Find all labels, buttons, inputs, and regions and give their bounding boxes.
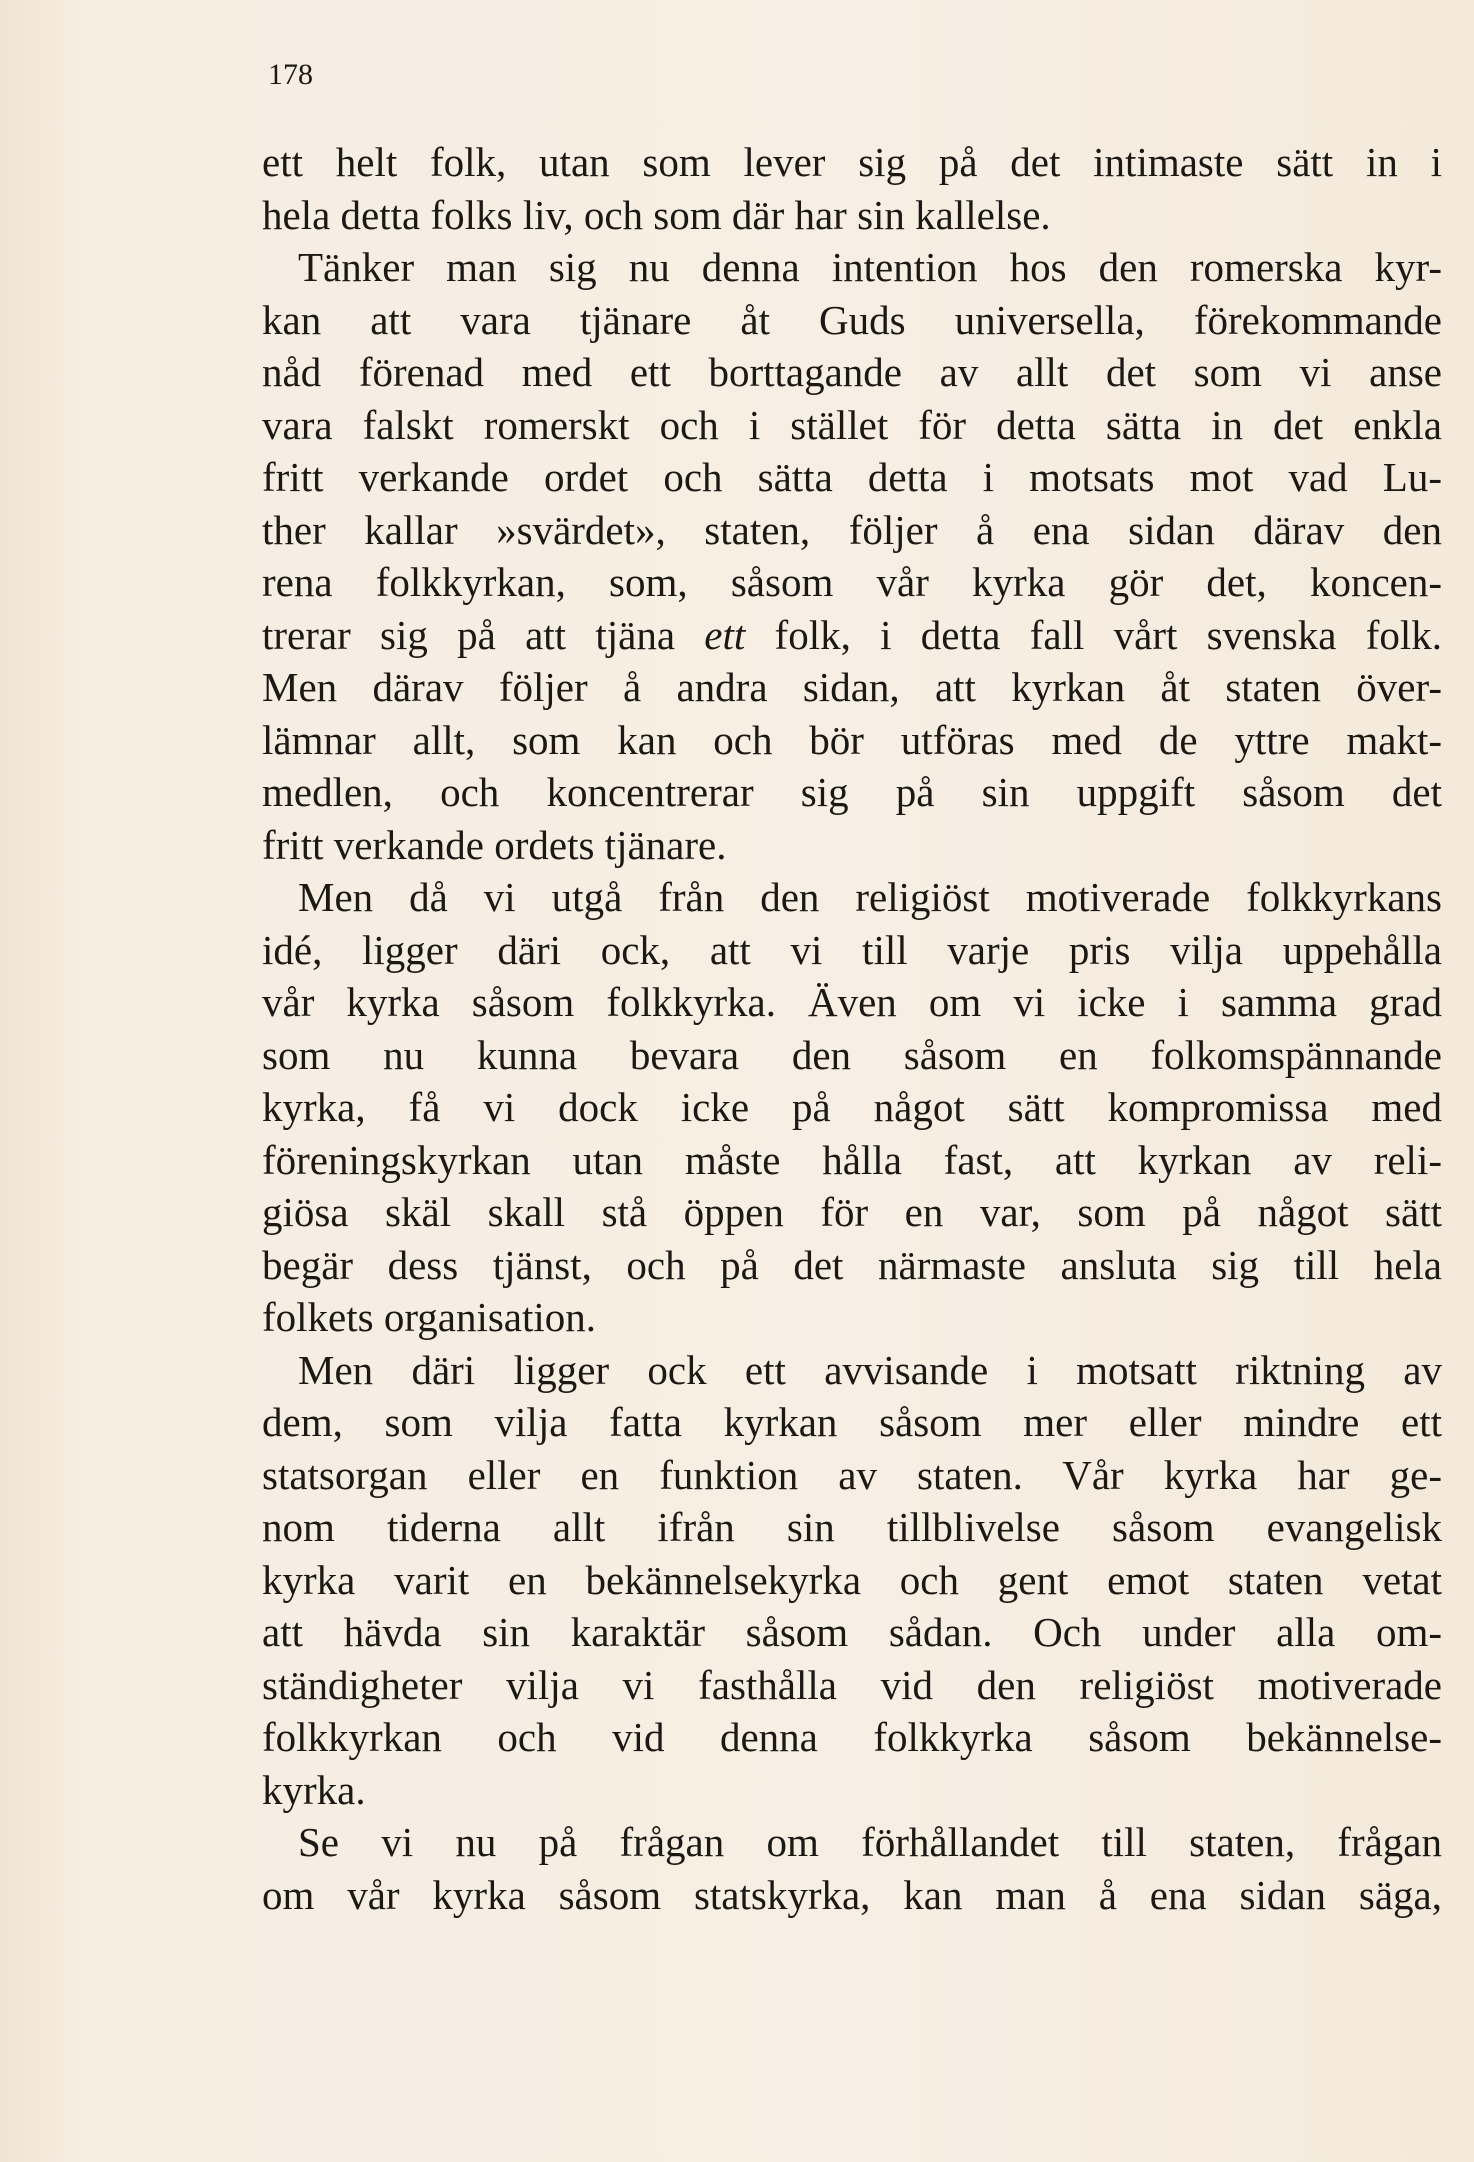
text-line: Men därav följer å andra sidan, att kyrkan åt staten över- [262, 664, 1442, 710]
text-line: ett helt folk, utan som lever sig på det intimaste sätt in i [262, 139, 1442, 185]
text-line: om vår kyrka såsom statskyrka, kan man å ena sidan säga, [262, 1871, 1442, 1918]
text-line: Se vi nu på frågan om förhållandet till staten, frågan [298, 1819, 1442, 1865]
page-number: 178 [268, 58, 313, 91]
text-line: ther kallar »svärdet», staten, följer å ena sidan därav den [262, 506, 1442, 553]
text-line: nom tiderna allt ifrån sin tillblivelse såsom evangelisk [262, 1504, 1442, 1550]
text-line: folkets organisation. [262, 1294, 597, 1340]
text-line: rena folkkyrkan, som, såsom vår kyrka gör det, koncen- [262, 559, 1442, 605]
text-line: idé, ligger däri ock, att vi till varje pris vilja uppehålla [262, 926, 1442, 973]
text-line: nåd förenad med ett borttagande av allt det som vi anse [262, 349, 1442, 395]
text-line: Tänker man sig nu denna intention hos den romerska kyr- [298, 244, 1442, 290]
text-line: kan att vara tjänare åt Guds universella, förekommande [262, 296, 1442, 343]
text-line: medlen, och koncentrerar sig på sin uppgift såsom det [262, 769, 1442, 815]
text-line: Men då vi utgå från den religiöst motiverade folkkyrkans [298, 874, 1442, 920]
paragraph [262, 1344, 1442, 1817]
text-line: som nu kunna bevara den såsom en folkomspännande [262, 1031, 1442, 1078]
text-line: fritt verkande ordets tjänare. [262, 821, 727, 868]
text-line: giösa skäl skall stå öppen för en var, som på något sätt [262, 1189, 1442, 1235]
text-line: lämnar allt, som kan och bör utföras med de yttre makt- [262, 716, 1442, 763]
text-line: hela detta folks liv, och som där har sin kallelse. [262, 191, 1051, 238]
text-line: vara falskt romerskt och i stället för detta sätta in det enkla [262, 401, 1442, 448]
text-line: föreningskyrkan utan måste hålla fast, att kyrkan av reli- [262, 1136, 1442, 1183]
paragraph [262, 871, 1442, 1344]
emphasis: ett [704, 611, 746, 658]
text-line: folkkyrkan och vid denna folkkyrka såsom bekännelse- [262, 1714, 1442, 1760]
body-text [262, 136, 1442, 1921]
text-line: statsorgan eller en funktion av staten. Vår kyrka har ge- [262, 1451, 1442, 1498]
text-line: kyrka. [262, 1766, 366, 1813]
paragraph [262, 241, 1442, 871]
text-line: Men däri ligger ock ett avvisande i motsatt riktning av [298, 1346, 1442, 1393]
text-line: trerar sig på att tjäna ett folk, i detta fall vårt svenska folk. [262, 611, 1442, 658]
text-line: vår kyrka såsom folkkyrka. Även om vi icke i samma grad [262, 979, 1442, 1025]
text-line: dem, som vilja fatta kyrkan såsom mer eller mindre ett [262, 1399, 1442, 1445]
paragraph [262, 1816, 1442, 1921]
text-line: att hävda sin karaktär såsom sådan. Och under alla om- [262, 1609, 1442, 1655]
text-line: begär dess tjänst, och på det närmaste ansluta sig till hela [262, 1241, 1442, 1288]
text-line: kyrka varit en bekännelsekyrka och gent emot staten vetat [262, 1556, 1442, 1603]
paragraph [262, 136, 1442, 241]
text-line: fritt verkande ordet och sätta detta i motsats mot vad Lu- [262, 454, 1442, 500]
text-line: kyrka, få vi dock icke på något sätt kompromissa med [262, 1084, 1442, 1130]
text-line: ständigheter vilja vi fasthålla vid den religiöst motiverade [262, 1661, 1442, 1708]
